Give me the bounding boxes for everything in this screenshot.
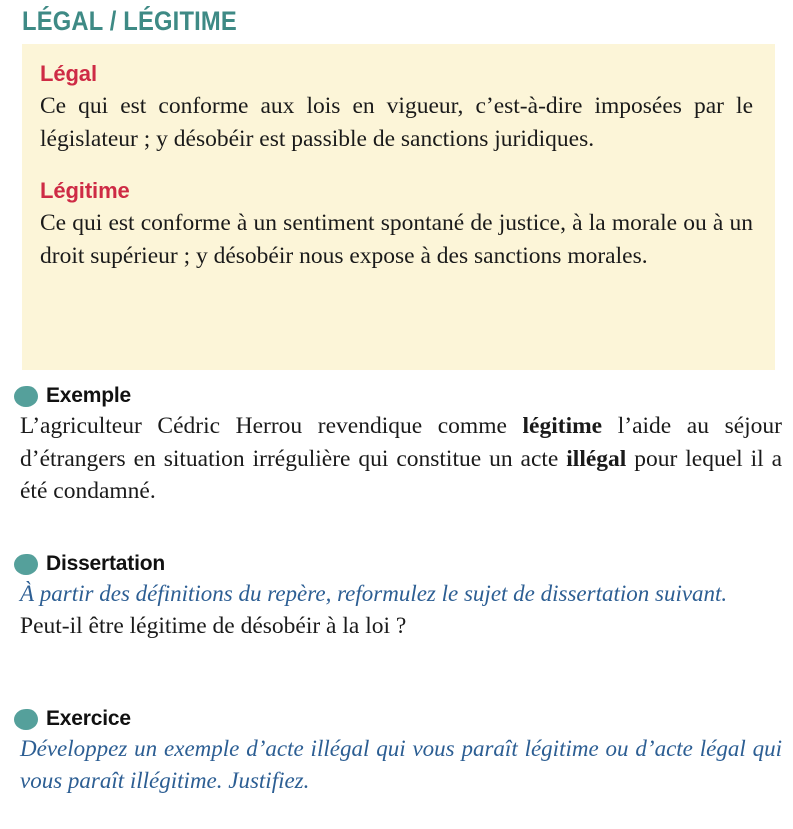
exemple-text-part-2: l’aide au séjour d’étrangers en situation irrégulière qui constitue un acte <box>20 413 782 472</box>
definition-text-legitime: Ce qui est conforme à un sentiment spontané de justice, à la morale ou à un droit supérieur ; y désobéir nous expose à des sanctions morales. <box>40 210 753 269</box>
section-title-exercice: Exercice <box>46 707 131 730</box>
section-exemple <box>14 383 782 508</box>
leaf-bullet-icon <box>14 386 38 407</box>
dissertation-instruction: À partir des définitions du repère, reformulez le sujet de dissertation suivant. <box>20 581 728 606</box>
definition-box <box>22 44 775 370</box>
exemple-text-part-1: L’agriculteur Cédric Herrou revendique comme <box>20 413 523 439</box>
section-header-exemple <box>14 383 782 409</box>
section-text-exemple <box>14 410 782 508</box>
section-exercice <box>14 706 782 797</box>
definition-entry-legitime <box>40 177 753 272</box>
section-dissertation <box>14 551 782 643</box>
definition-term-legitime: Légitime <box>40 178 130 203</box>
dissertation-subject: Peut-il être légitime de désobéir à la loi ? <box>20 613 407 639</box>
definition-term-legal: Légal <box>40 61 97 86</box>
exemple-emphasis-legitime: légitime <box>522 413 603 439</box>
exemple-emphasis-illegal: illégal <box>566 445 627 472</box>
leaf-bullet-icon <box>14 709 38 730</box>
leaf-bullet-icon <box>14 554 38 575</box>
section-title-dissertation: Dissertation <box>46 552 165 575</box>
section-title-exemple: Exemple <box>46 384 131 407</box>
exercice-instruction: Développez un exemple d’acte illégal qui vous paraît légitime ou d’acte légal qui vous paraît illégitime. Justifiez. <box>20 736 782 793</box>
exemple-text-part-3: pour lequel il a été condamné. <box>20 445 782 504</box>
definition-text-legal: Ce qui est conforme aux lois en vigueur, c’est-à-dire imposées par le législateur ; y désobéir est passible de sanctions juridiques. <box>40 93 753 152</box>
definition-entry-legal <box>40 60 753 155</box>
section-header-exercice <box>14 706 782 732</box>
section-header-dissertation <box>14 551 782 577</box>
page-title: LÉGAL / LÉGITIME <box>22 6 237 36</box>
